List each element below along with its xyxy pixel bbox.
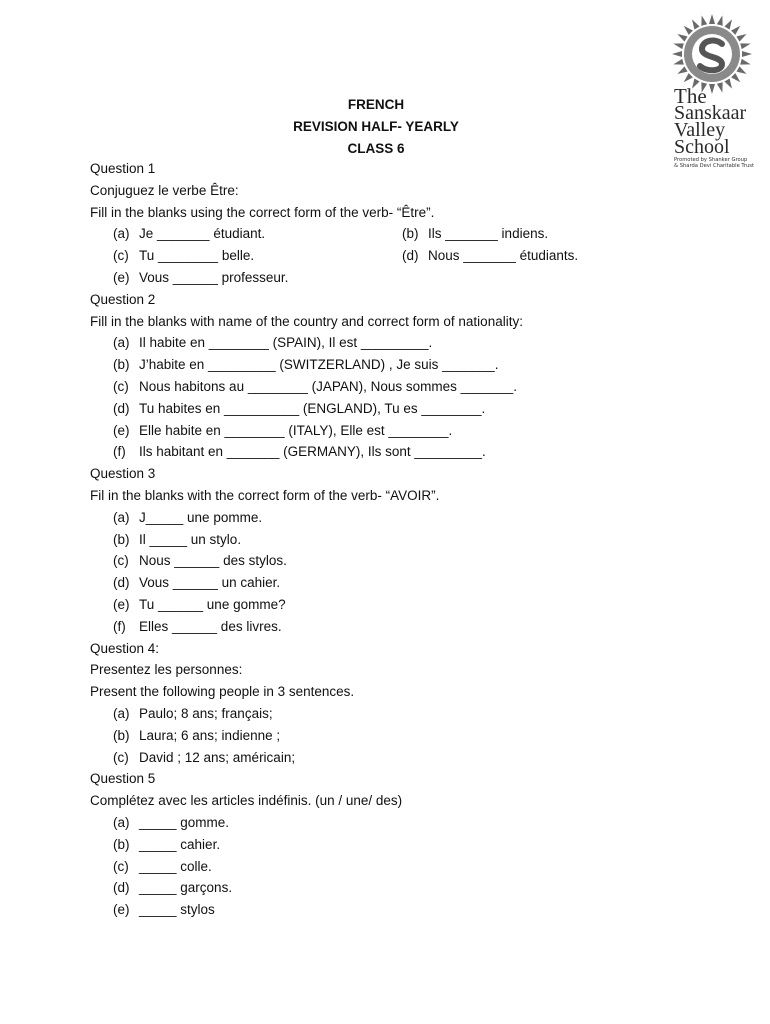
exercise-item xyxy=(90,550,730,572)
exercise-row xyxy=(90,245,730,267)
question-subtitle: Conjuguez le verbe Être: xyxy=(90,182,239,198)
item-text: Tu ________ belle. xyxy=(139,248,255,264)
item-text: Paulo; 8 ans; français; xyxy=(139,705,273,721)
exercise-item xyxy=(90,747,730,769)
exercise-item xyxy=(90,529,730,551)
item-label: (c) xyxy=(113,553,129,569)
item-label: (e) xyxy=(113,269,130,285)
question-heading: Question 1 xyxy=(90,161,156,176)
exercise-item xyxy=(90,899,730,921)
exercise-item xyxy=(90,267,730,289)
item-label: (e) xyxy=(113,902,130,918)
item-label: (b) xyxy=(402,226,419,242)
exercise-item xyxy=(90,376,730,398)
item-label: (b) xyxy=(113,357,130,373)
item-text: Vous ______ professeur. xyxy=(139,269,289,285)
exercise-item xyxy=(90,703,730,725)
item-label: (b) xyxy=(113,531,130,547)
item-label: (b) xyxy=(113,727,130,743)
item-text: Ils habitant en _______ (GERMANY), Ils sont _________. xyxy=(139,444,486,460)
item-label: (d) xyxy=(402,248,419,264)
item-text: J’habite en _________ (SWITZERLAND) , Je suis _______. xyxy=(139,357,499,373)
question-instruction: Present the following people in 3 sentences. xyxy=(90,684,355,700)
exercise-item xyxy=(90,398,730,420)
item-text: Elles ______ des livres. xyxy=(139,618,282,634)
item-label: (b) xyxy=(113,836,130,852)
worksheet-title: REVISION HALF- YEARLY xyxy=(293,119,459,134)
item-text: Je _______ étudiant. xyxy=(139,226,266,242)
item-label: (c) xyxy=(113,248,129,264)
item-label: (e) xyxy=(113,422,130,438)
question-heading: Question 3 xyxy=(90,466,156,482)
exercise-item xyxy=(90,725,730,747)
item-text: Tu ______ une gomme? xyxy=(139,596,286,612)
question-instruction: Fill in the blanks using the correct form of the verb- “Être”. xyxy=(90,204,435,220)
item-label: (a) xyxy=(113,509,130,525)
question-instruction: Complétez avec les articles indéfinis. (un / une/ des) xyxy=(90,793,403,809)
exercise-item xyxy=(90,572,730,594)
item-text: Ils _______ indiens. xyxy=(428,226,549,242)
item-text: _____ stylos xyxy=(139,902,215,918)
item-text: Tu habites en __________ (ENGLAND), Tu es ________. xyxy=(139,400,486,416)
item-label: (f) xyxy=(113,618,126,634)
item-label: (e) xyxy=(113,596,130,612)
item-label: (a) xyxy=(113,335,130,351)
item-text: David ; 12 ans; américain; xyxy=(139,749,296,765)
school-name-line1: Sanskaar xyxy=(674,102,747,124)
exercise-item xyxy=(90,594,730,616)
item-text: Il habite en ________ (SPAIN), Il est _________. xyxy=(139,335,433,351)
item-label: (a) xyxy=(113,226,130,242)
item-label: (d) xyxy=(113,880,130,896)
promoted-line-2: & Sharda Devi Charitable Trust xyxy=(674,163,754,169)
exercise-item xyxy=(90,616,730,638)
question-instruction: Fil in the blanks with the correct form of the verb- “AVOIR”. xyxy=(90,487,440,503)
school-emblem-icon xyxy=(654,8,766,98)
item-text: _____ garçons. xyxy=(139,880,233,896)
exercise-item xyxy=(90,332,730,354)
exercise-item xyxy=(90,877,730,899)
promoted-line-1: Promoted by Shanker Group xyxy=(674,157,748,163)
item-label: (a) xyxy=(113,814,130,830)
item-label: (c) xyxy=(113,858,129,874)
worksheet-content xyxy=(90,158,730,921)
item-label: (d) xyxy=(113,400,130,416)
question-heading: Question 4: xyxy=(90,640,160,656)
item-label: (d) xyxy=(113,575,130,591)
question-subtitle: Presentez les personnes: xyxy=(90,662,243,678)
exercise-row xyxy=(90,223,730,245)
school-name-line3: School xyxy=(674,136,730,158)
exercise-item xyxy=(90,856,730,878)
item-text: _____ cahier. xyxy=(139,836,221,852)
item-text: _____ gomme. xyxy=(139,814,230,830)
school-name-the: The xyxy=(674,84,707,108)
item-text: Nous _______ étudiants. xyxy=(428,248,579,264)
question-heading: Question 2 xyxy=(90,291,156,307)
item-text: _____ colle. xyxy=(139,858,212,874)
item-label: (c) xyxy=(113,749,129,765)
exercise-item xyxy=(90,420,730,442)
item-text: Vous ______ un cahier. xyxy=(139,575,281,591)
item-text: Elle habite en ________ (ITALY), Elle est ________. xyxy=(139,422,453,438)
exercise-item xyxy=(90,441,730,463)
school-name-line2: Valley xyxy=(674,119,726,141)
subject-title: FRENCH xyxy=(347,97,405,112)
item-text: Nous habitons au ________ (JAPAN), Nous sommes _______. xyxy=(139,378,517,394)
exercise-item xyxy=(90,354,730,376)
item-text: J_____ une pomme. xyxy=(139,509,263,525)
item-text: Il _____ un stylo. xyxy=(139,531,242,547)
item-label: (c) xyxy=(113,378,129,394)
exercise-item xyxy=(90,812,730,834)
exercise-item xyxy=(90,834,730,856)
item-label: (a) xyxy=(113,705,130,721)
item-text: Nous ______ des stylos. xyxy=(139,553,287,569)
item-text: Laura; 6 ans; indienne ; xyxy=(139,727,281,743)
class-title: CLASS 6 xyxy=(347,141,405,156)
question-instruction: Fill in the blanks with name of the country and correct form of nationality: xyxy=(90,313,523,329)
exercise-item xyxy=(90,507,730,529)
item-label: (f) xyxy=(113,444,126,460)
question-heading: Question 5 xyxy=(90,771,156,787)
